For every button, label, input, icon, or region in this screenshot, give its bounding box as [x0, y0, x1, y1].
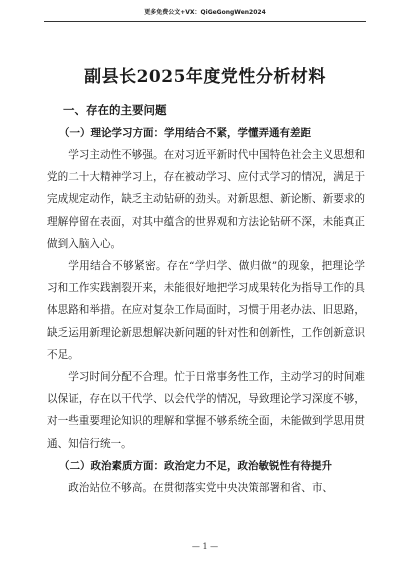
paragraph-political-stance: 政治站位不够高。在贯彻落实党中央决策部署和省、市、 — [68, 481, 334, 494]
header-divider — [44, 21, 366, 22]
subsection-heading-political-quality: （二）政治素质方面：政治定力不足，政治敏锐性有待提升 — [59, 459, 332, 472]
header-note: 更多免费公文+VX：QiGeGongWen2024 — [144, 9, 266, 16]
document-body — [47, 102, 365, 499]
paragraph-study-time: 学习时间分配不合理。忙于日常事务性工作，主动学习的时间难以保证，存在以干代学、以会代学的情况，导致理论学习深度不够，对一些重要理论知识的理解和掌握不够系统全面，未能做到学思用贯通、知信行统一。 — [47, 371, 365, 450]
paragraph-study-initiative: 学习主动性不够强。在对习近平新时代中国特色社会主义思想和党的二十大精神学习上，存在被动学习、应付式学习的情况，满足于完成规定动作，缺乏主动钻研的劲头。对新思想、新论断、新要求的理解停留在表面，对其中蕴含的世界观和方法论钻研不深，未能真正做到入脑入心。 — [47, 149, 365, 250]
subsection-heading-theory-study: （一）理论学习方面：学用结合不紧，学懂弄通有差距 — [59, 127, 311, 139]
paragraph-study-application: 学用结合不够紧密。存在“学归学、做归做”的现象，把理论学习和工作实践割裂开来，未能很好地把学习成果转化为指导工作的具体思路和举措。在应对复杂工作局面时，习惯于用老办法、旧思路，缺乏运用新理论新思想解决新问题的针对性和创新性，工作创新意识不足。 — [47, 260, 365, 361]
document-title: 副县长2025年度党性分析材料 — [84, 67, 326, 87]
section-heading-problems: 一、存在的主要问题 — [63, 103, 167, 117]
page-number: — 1 — — [191, 542, 219, 551]
